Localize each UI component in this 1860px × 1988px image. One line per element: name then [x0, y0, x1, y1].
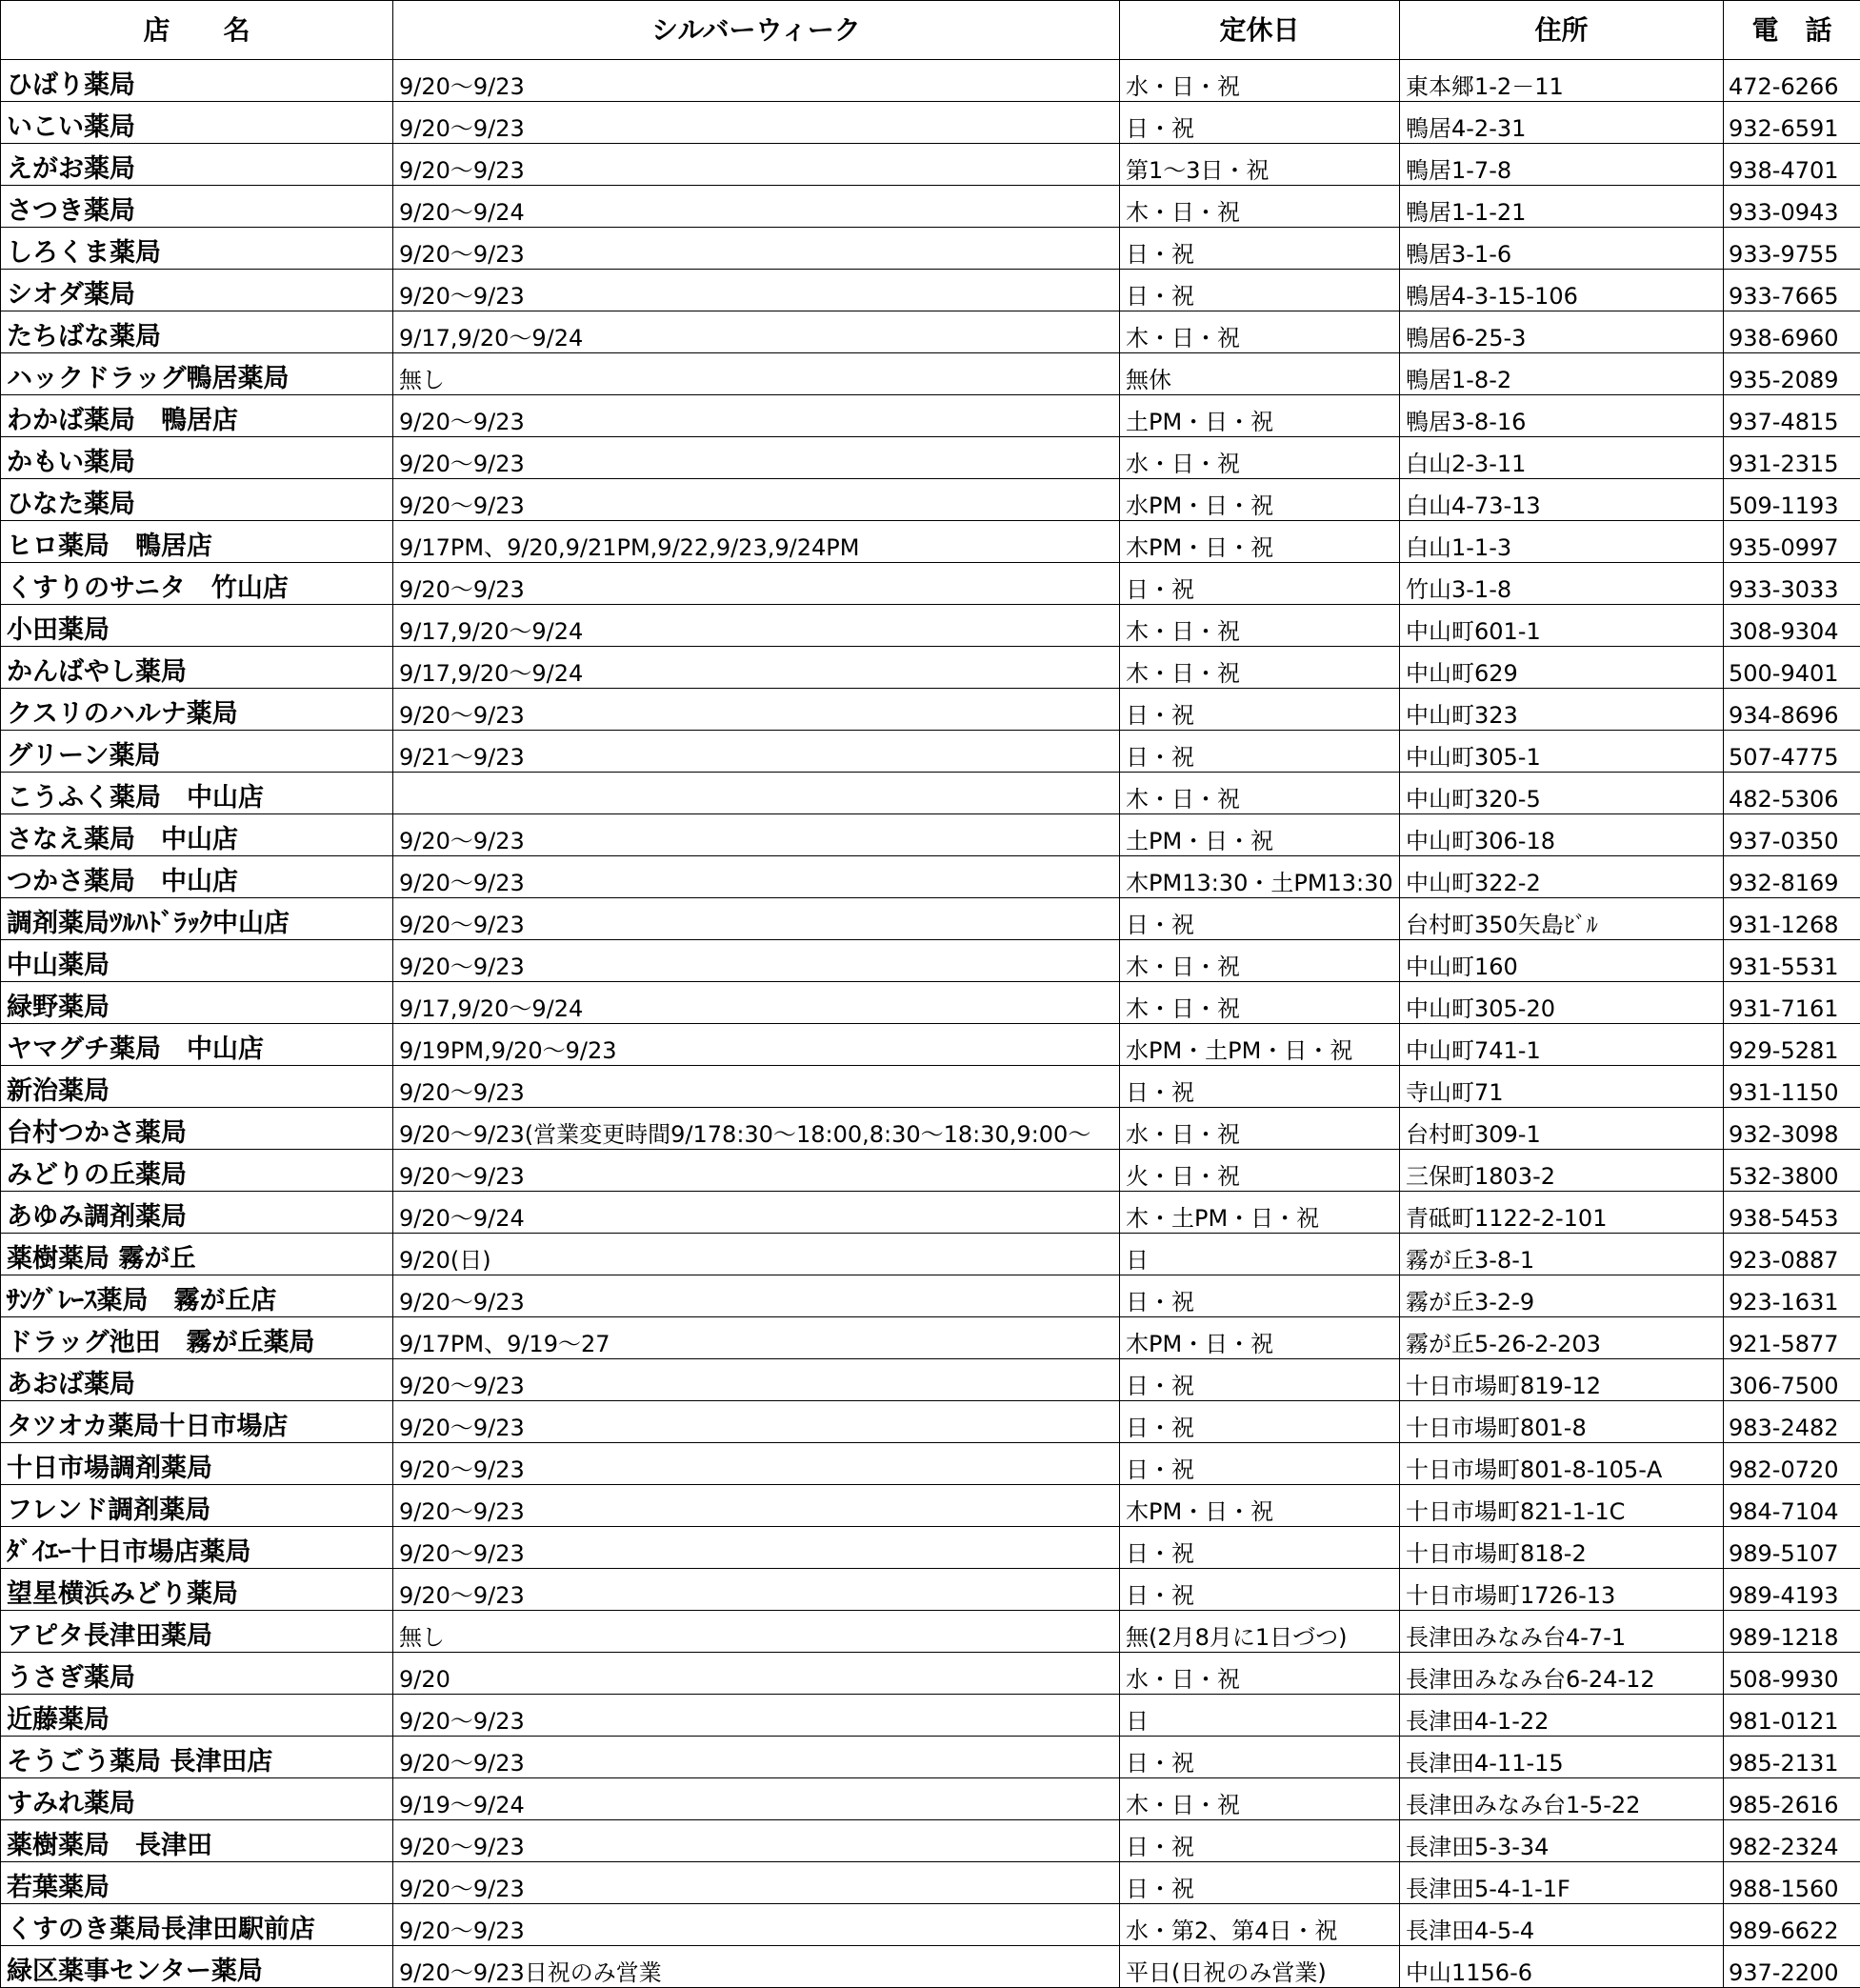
cell-name: 調剤薬局ﾂﾙﾊﾄﾞﾗｯｸ中山店 — [1, 898, 393, 940]
cell-name: 望星横浜みどり薬局 — [1, 1569, 393, 1611]
cell-name: 十日市場調剤薬局 — [1, 1443, 393, 1485]
cell-address: 三保町1803-2 — [1400, 1150, 1724, 1192]
cell-address: 東本郷1-2－11 — [1400, 60, 1724, 102]
cell-name: ヤマグチ薬局 中山店 — [1, 1024, 393, 1066]
cell-phone: 507-4775 — [1724, 731, 1860, 773]
cell-address: 長津田4-1-22 — [1400, 1695, 1724, 1737]
cell-silver-week: 9/17PM、9/19～27 — [393, 1317, 1120, 1359]
cell-address: 中山1156-6 — [1400, 1946, 1724, 1988]
cell-address: 長津田みなみ台1-5-22 — [1400, 1778, 1724, 1820]
cell-name: くすりのサニタ 竹山店 — [1, 563, 393, 605]
cell-phone: 308-9304 — [1724, 605, 1860, 647]
cell-closed-days: 日・祝 — [1120, 1359, 1400, 1401]
header-row — [1, 1, 1860, 60]
header-closed-days: 定休日 — [1120, 1, 1400, 60]
table-row — [1, 1904, 1860, 1946]
cell-silver-week: 9/20～9/23日祝のみ営業 — [393, 1946, 1120, 1988]
cell-phone: 989-1218 — [1724, 1611, 1860, 1653]
cell-name: クスリのハルナ薬局 — [1, 689, 393, 731]
cell-closed-days: 木PM13:30・土PM13:30 — [1120, 856, 1400, 898]
cell-silver-week: 9/20(日) — [393, 1234, 1120, 1275]
table-row — [1, 1653, 1860, 1695]
cell-closed-days: 日・祝 — [1120, 102, 1400, 144]
cell-silver-week: 9/20～9/23 — [393, 1904, 1120, 1946]
cell-address: 霧が丘5-26-2-203 — [1400, 1317, 1724, 1359]
cell-silver-week: 9/20～9/23 — [393, 228, 1120, 270]
cell-address: 十日市場町1726-13 — [1400, 1569, 1724, 1611]
cell-name: 新治薬局 — [1, 1066, 393, 1108]
cell-name: 若葉薬局 — [1, 1862, 393, 1904]
table-row — [1, 1443, 1860, 1485]
cell-name: ひなた薬局 — [1, 479, 393, 521]
table-row — [1, 1024, 1860, 1066]
cell-closed-days: 木・日・祝 — [1120, 311, 1400, 353]
cell-name: つかさ薬局 中山店 — [1, 856, 393, 898]
table-row — [1, 437, 1860, 479]
cell-name: ハックドラッグ鴨居薬局 — [1, 353, 393, 395]
table-row — [1, 1695, 1860, 1737]
cell-name: えがお薬局 — [1, 144, 393, 186]
table-row — [1, 1778, 1860, 1820]
cell-name: あおば薬局 — [1, 1359, 393, 1401]
cell-name: 緑区薬事センター薬局 — [1, 1946, 393, 1988]
cell-silver-week: 9/20～9/23 — [393, 856, 1120, 898]
cell-closed-days: 日・祝 — [1120, 1066, 1400, 1108]
cell-name: くすのき薬局長津田駅前店 — [1, 1904, 393, 1946]
cell-phone: 982-2324 — [1724, 1820, 1860, 1862]
cell-address: 鴨居1-7-8 — [1400, 144, 1724, 186]
cell-phone: 937-4815 — [1724, 395, 1860, 437]
cell-address: 長津田4-11-15 — [1400, 1737, 1724, 1778]
cell-silver-week: 9/20～9/23 — [393, 689, 1120, 731]
cell-address: 中山町322-2 — [1400, 856, 1724, 898]
cell-silver-week: 9/20～9/23 — [393, 1443, 1120, 1485]
table-row — [1, 1234, 1860, 1275]
table-row — [1, 1611, 1860, 1653]
table-row — [1, 1485, 1860, 1527]
cell-address: 中山町306-18 — [1400, 814, 1724, 856]
cell-silver-week: 9/19～9/24 — [393, 1778, 1120, 1820]
cell-silver-week: 9/20～9/23 — [393, 898, 1120, 940]
cell-phone: 981-0121 — [1724, 1695, 1860, 1737]
cell-closed-days: 日・祝 — [1120, 1737, 1400, 1778]
header-phone: 電 話 — [1724, 1, 1860, 60]
cell-closed-days: 日・祝 — [1120, 563, 1400, 605]
cell-phone: 985-2616 — [1724, 1778, 1860, 1820]
cell-name: そうごう薬局 長津田店 — [1, 1737, 393, 1778]
cell-phone: 982-0720 — [1724, 1443, 1860, 1485]
cell-silver-week: 9/21～9/23 — [393, 731, 1120, 773]
cell-silver-week: 9/17,9/20～9/24 — [393, 647, 1120, 689]
cell-phone: 923-0887 — [1724, 1234, 1860, 1275]
table-row — [1, 186, 1860, 228]
cell-name: 中山薬局 — [1, 940, 393, 982]
cell-phone: 932-8169 — [1724, 856, 1860, 898]
cell-name: いこい薬局 — [1, 102, 393, 144]
cell-phone: 931-7161 — [1724, 982, 1860, 1024]
cell-silver-week: 9/20 — [393, 1653, 1120, 1695]
cell-silver-week: 9/17,9/20～9/24 — [393, 605, 1120, 647]
cell-phone: 933-0943 — [1724, 186, 1860, 228]
table-row — [1, 814, 1860, 856]
cell-closed-days: 日・祝 — [1120, 1862, 1400, 1904]
cell-address: 十日市場町801-8 — [1400, 1401, 1724, 1443]
cell-address: 鴨居1-8-2 — [1400, 353, 1724, 395]
cell-address: 中山町601-1 — [1400, 605, 1724, 647]
table-row — [1, 563, 1860, 605]
table-row — [1, 1150, 1860, 1192]
cell-silver-week: 9/20～9/23 — [393, 563, 1120, 605]
cell-silver-week: 9/20～9/23 — [393, 1150, 1120, 1192]
table-row — [1, 353, 1860, 395]
cell-silver-week: 9/20～9/24 — [393, 186, 1120, 228]
cell-silver-week: 9/20～9/23 — [393, 1066, 1120, 1108]
cell-silver-week: 9/20～9/23 — [393, 1862, 1120, 1904]
table-row — [1, 60, 1860, 102]
cell-phone: 933-7665 — [1724, 270, 1860, 311]
cell-phone: 985-2131 — [1724, 1737, 1860, 1778]
cell-closed-days: 木PM・日・祝 — [1120, 1317, 1400, 1359]
cell-address: 十日市場町818-2 — [1400, 1527, 1724, 1569]
cell-phone: 933-9755 — [1724, 228, 1860, 270]
table-row — [1, 940, 1860, 982]
header-address: 住所 — [1400, 1, 1724, 60]
cell-address: 長津田みなみ台6-24-12 — [1400, 1653, 1724, 1695]
cell-name: アピタ長津田薬局 — [1, 1611, 393, 1653]
table-row — [1, 898, 1860, 940]
cell-address: 白山4-73-13 — [1400, 479, 1724, 521]
cell-closed-days: 木・日・祝 — [1120, 982, 1400, 1024]
cell-closed-days: 平日(日祝のみ営業) — [1120, 1946, 1400, 1988]
cell-name: ﾀﾞｲｴｰ十日市場店薬局 — [1, 1527, 393, 1569]
cell-address: 鴨居6-25-3 — [1400, 311, 1724, 353]
cell-address: 鴨居4-2-31 — [1400, 102, 1724, 144]
cell-address: 白山1-1-3 — [1400, 521, 1724, 563]
cell-address: 霧が丘3-8-1 — [1400, 1234, 1724, 1275]
cell-name: さつき薬局 — [1, 186, 393, 228]
cell-address: 長津田みなみ台4-7-1 — [1400, 1611, 1724, 1653]
cell-phone: 983-2482 — [1724, 1401, 1860, 1443]
cell-address: 霧が丘3-2-9 — [1400, 1275, 1724, 1317]
cell-address: 十日市場町801-8-105-A — [1400, 1443, 1724, 1485]
cell-name: かんばやし薬局 — [1, 647, 393, 689]
cell-closed-days: 木・日・祝 — [1120, 186, 1400, 228]
cell-closed-days: 無(2月8月に1日づつ) — [1120, 1611, 1400, 1653]
cell-name: タツオカ薬局十日市場店 — [1, 1401, 393, 1443]
cell-phone: 935-2089 — [1724, 353, 1860, 395]
table-row — [1, 102, 1860, 144]
cell-phone: 929-5281 — [1724, 1024, 1860, 1066]
cell-closed-days: 火・日・祝 — [1120, 1150, 1400, 1192]
cell-silver-week: 9/20～9/23 — [393, 144, 1120, 186]
cell-address: 十日市場町821-1-1C — [1400, 1485, 1724, 1527]
cell-name: グリーン薬局 — [1, 731, 393, 773]
cell-closed-days: 日・祝 — [1120, 898, 1400, 940]
cell-name: さなえ薬局 中山店 — [1, 814, 393, 856]
cell-address: 中山町323 — [1400, 689, 1724, 731]
cell-closed-days: 木PM・日・祝 — [1120, 521, 1400, 563]
cell-silver-week: 9/20～9/23 — [393, 102, 1120, 144]
table-row — [1, 689, 1860, 731]
table-row — [1, 479, 1860, 521]
cell-address: 中山町305-1 — [1400, 731, 1724, 773]
cell-phone: 937-0350 — [1724, 814, 1860, 856]
table-row — [1, 773, 1860, 814]
table-row — [1, 1275, 1860, 1317]
cell-closed-days: 水PM・土PM・日・祝 — [1120, 1024, 1400, 1066]
cell-phone: 938-6960 — [1724, 311, 1860, 353]
cell-closed-days: 水・日・祝 — [1120, 60, 1400, 102]
cell-closed-days: 木・日・祝 — [1120, 1778, 1400, 1820]
cell-phone: 931-1150 — [1724, 1066, 1860, 1108]
cell-closed-days: 木PM・日・祝 — [1120, 1485, 1400, 1527]
table-row — [1, 311, 1860, 353]
cell-phone: 935-0997 — [1724, 521, 1860, 563]
cell-silver-week: 9/20～9/23 — [393, 479, 1120, 521]
cell-phone: 932-3098 — [1724, 1108, 1860, 1150]
cell-phone: 931-1268 — [1724, 898, 1860, 940]
table-row — [1, 144, 1860, 186]
cell-phone: 509-1193 — [1724, 479, 1860, 521]
cell-closed-days: 水PM・日・祝 — [1120, 479, 1400, 521]
cell-name: ひばり薬局 — [1, 60, 393, 102]
cell-silver-week: 9/20～9/23 — [393, 270, 1120, 311]
cell-silver-week: 9/17PM、9/20,9/21PM,9/22,9/23,9/24PM — [393, 521, 1120, 563]
table-row — [1, 647, 1860, 689]
cell-silver-week: 9/20～9/23 — [393, 395, 1120, 437]
cell-phone: 931-2315 — [1724, 437, 1860, 479]
cell-name: ｻﾝｸﾞﾚｰｽ薬局 霧が丘店 — [1, 1275, 393, 1317]
cell-name: みどりの丘薬局 — [1, 1150, 393, 1192]
cell-closed-days: 土PM・日・祝 — [1120, 395, 1400, 437]
header-name: 店 名 — [1, 1, 393, 60]
cell-closed-days: 日・祝 — [1120, 228, 1400, 270]
cell-closed-days: 日・祝 — [1120, 1443, 1400, 1485]
cell-name: 近藤薬局 — [1, 1695, 393, 1737]
cell-silver-week: 9/20～9/23 — [393, 1695, 1120, 1737]
cell-silver-week: 9/20～9/23(営業変更時間9/178:30～18:00,8:30～18:30,9:00～ — [393, 1108, 1120, 1150]
table-row — [1, 1862, 1860, 1904]
cell-closed-days: 木・日・祝 — [1120, 647, 1400, 689]
cell-name: あゆみ調剤薬局 — [1, 1192, 393, 1234]
cell-phone: 923-1631 — [1724, 1275, 1860, 1317]
cell-phone: 933-3033 — [1724, 563, 1860, 605]
cell-name: ヒロ薬局 鴨居店 — [1, 521, 393, 563]
cell-silver-week: 9/20～9/23 — [393, 1569, 1120, 1611]
cell-address: 中山町160 — [1400, 940, 1724, 982]
cell-silver-week: 9/20～9/23 — [393, 60, 1120, 102]
cell-silver-week: 9/17,9/20～9/24 — [393, 311, 1120, 353]
cell-address: 寺山町71 — [1400, 1066, 1724, 1108]
cell-closed-days: 木・日・祝 — [1120, 940, 1400, 982]
cell-phone: 931-5531 — [1724, 940, 1860, 982]
cell-address: 鴨居4-3-15-106 — [1400, 270, 1724, 311]
cell-phone: 532-3800 — [1724, 1150, 1860, 1192]
table-row — [1, 521, 1860, 563]
table-row — [1, 1317, 1860, 1359]
cell-closed-days: 日・祝 — [1120, 1569, 1400, 1611]
cell-silver-week: 9/20～9/24 — [393, 1192, 1120, 1234]
cell-closed-days: 水・第2、第4日・祝 — [1120, 1904, 1400, 1946]
table-row — [1, 1737, 1860, 1778]
cell-phone: 989-4193 — [1724, 1569, 1860, 1611]
cell-closed-days: 木・日・祝 — [1120, 773, 1400, 814]
cell-closed-days: 日・祝 — [1120, 731, 1400, 773]
cell-silver-week: 9/20～9/23 — [393, 1401, 1120, 1443]
cell-closed-days: 水・日・祝 — [1120, 437, 1400, 479]
table-row — [1, 1401, 1860, 1443]
header-silver-week: シルバーウィーク — [393, 1, 1120, 60]
cell-name: すみれ薬局 — [1, 1778, 393, 1820]
cell-silver-week: 9/20～9/23 — [393, 437, 1120, 479]
cell-phone: 938-5453 — [1724, 1192, 1860, 1234]
table-row — [1, 605, 1860, 647]
cell-silver-week: 9/20～9/23 — [393, 814, 1120, 856]
cell-address: 台村町309-1 — [1400, 1108, 1724, 1150]
table-row — [1, 1946, 1860, 1988]
table-row — [1, 395, 1860, 437]
cell-name: 緑野薬局 — [1, 982, 393, 1024]
cell-closed-days: 無休 — [1120, 353, 1400, 395]
cell-address: 鴨居3-8-16 — [1400, 395, 1724, 437]
cell-phone: 988-1560 — [1724, 1862, 1860, 1904]
cell-closed-days: 日・祝 — [1120, 270, 1400, 311]
cell-address: 竹山3-1-8 — [1400, 563, 1724, 605]
cell-name: 小田薬局 — [1, 605, 393, 647]
table-row — [1, 228, 1860, 270]
cell-silver-week: 9/17,9/20～9/24 — [393, 982, 1120, 1024]
cell-silver-week: 無し — [393, 353, 1120, 395]
cell-address: 青砥町1122-2-101 — [1400, 1192, 1724, 1234]
cell-name: 薬樹薬局 長津田 — [1, 1820, 393, 1862]
cell-closed-days: 土PM・日・祝 — [1120, 814, 1400, 856]
cell-closed-days: 日・祝 — [1120, 1401, 1400, 1443]
cell-name: 台村つかさ薬局 — [1, 1108, 393, 1150]
cell-phone: 306-7500 — [1724, 1359, 1860, 1401]
cell-silver-week: 9/20～9/23 — [393, 1527, 1120, 1569]
cell-address: 中山町305-20 — [1400, 982, 1724, 1024]
cell-name: たちばな薬局 — [1, 311, 393, 353]
cell-name: かもい薬局 — [1, 437, 393, 479]
cell-name: ドラッグ池田 霧が丘薬局 — [1, 1317, 393, 1359]
cell-closed-days: 日・祝 — [1120, 689, 1400, 731]
cell-address: 中山町741-1 — [1400, 1024, 1724, 1066]
table-row — [1, 731, 1860, 773]
cell-silver-week: 9/19PM,9/20～9/23 — [393, 1024, 1120, 1066]
cell-closed-days: 日 — [1120, 1695, 1400, 1737]
cell-closed-days: 木・土PM・日・祝 — [1120, 1192, 1400, 1234]
cell-closed-days: 木・日・祝 — [1120, 605, 1400, 647]
cell-closed-days: 第1～3日・祝 — [1120, 144, 1400, 186]
cell-closed-days: 日 — [1120, 1234, 1400, 1275]
cell-silver-week: 9/20～9/23 — [393, 1275, 1120, 1317]
cell-phone: 921-5877 — [1724, 1317, 1860, 1359]
cell-address: 鴨居3-1-6 — [1400, 228, 1724, 270]
cell-name: うさぎ薬局 — [1, 1653, 393, 1695]
cell-phone: 989-6622 — [1724, 1904, 1860, 1946]
table-row — [1, 1359, 1860, 1401]
cell-address: 中山町629 — [1400, 647, 1724, 689]
cell-phone: 989-5107 — [1724, 1527, 1860, 1569]
cell-silver-week: 9/20～9/23 — [393, 940, 1120, 982]
cell-phone: 984-7104 — [1724, 1485, 1860, 1527]
cell-silver-week: 9/20～9/23 — [393, 1820, 1120, 1862]
cell-silver-week — [393, 773, 1120, 814]
cell-silver-week: 9/20～9/23 — [393, 1737, 1120, 1778]
table-row — [1, 1569, 1860, 1611]
cell-address: 長津田5-3-34 — [1400, 1820, 1724, 1862]
cell-name: 薬樹薬局 霧が丘 — [1, 1234, 393, 1275]
cell-name: フレンド調剤薬局 — [1, 1485, 393, 1527]
table-row — [1, 1820, 1860, 1862]
cell-name: シオダ薬局 — [1, 270, 393, 311]
table-row — [1, 856, 1860, 898]
cell-silver-week: 9/20～9/23 — [393, 1359, 1120, 1401]
cell-address: 鴨居1-1-21 — [1400, 186, 1724, 228]
cell-address: 白山2-3-11 — [1400, 437, 1724, 479]
cell-address: 長津田5-4-1-1F — [1400, 1862, 1724, 1904]
cell-name: こうふく薬局 中山店 — [1, 773, 393, 814]
table-row — [1, 1108, 1860, 1150]
table-row — [1, 1192, 1860, 1234]
cell-phone: 508-9930 — [1724, 1653, 1860, 1695]
cell-phone: 938-4701 — [1724, 144, 1860, 186]
table-row — [1, 1527, 1860, 1569]
cell-closed-days: 水・日・祝 — [1120, 1108, 1400, 1150]
cell-phone: 482-5306 — [1724, 773, 1860, 814]
table-body — [1, 60, 1860, 1988]
cell-name: わかば薬局 鴨居店 — [1, 395, 393, 437]
cell-address: 中山町320-5 — [1400, 773, 1724, 814]
cell-closed-days: 日・祝 — [1120, 1527, 1400, 1569]
table-row — [1, 270, 1860, 311]
table-row — [1, 1066, 1860, 1108]
cell-address: 長津田4-5-4 — [1400, 1904, 1724, 1946]
cell-closed-days: 水・日・祝 — [1120, 1653, 1400, 1695]
cell-name: しろくま薬局 — [1, 228, 393, 270]
cell-closed-days: 日・祝 — [1120, 1820, 1400, 1862]
cell-silver-week: 無し — [393, 1611, 1120, 1653]
cell-address: 十日市場町819-12 — [1400, 1359, 1724, 1401]
cell-closed-days: 日・祝 — [1120, 1275, 1400, 1317]
cell-phone: 932-6591 — [1724, 102, 1860, 144]
cell-phone: 500-9401 — [1724, 647, 1860, 689]
table-row — [1, 982, 1860, 1024]
cell-silver-week: 9/20～9/23 — [393, 1485, 1120, 1527]
cell-phone: 934-8696 — [1724, 689, 1860, 731]
cell-address: 台村町350矢島ﾋﾞﾙ — [1400, 898, 1724, 940]
cell-phone: 472-6266 — [1724, 60, 1860, 102]
cell-phone: 937-2200 — [1724, 1946, 1860, 1988]
